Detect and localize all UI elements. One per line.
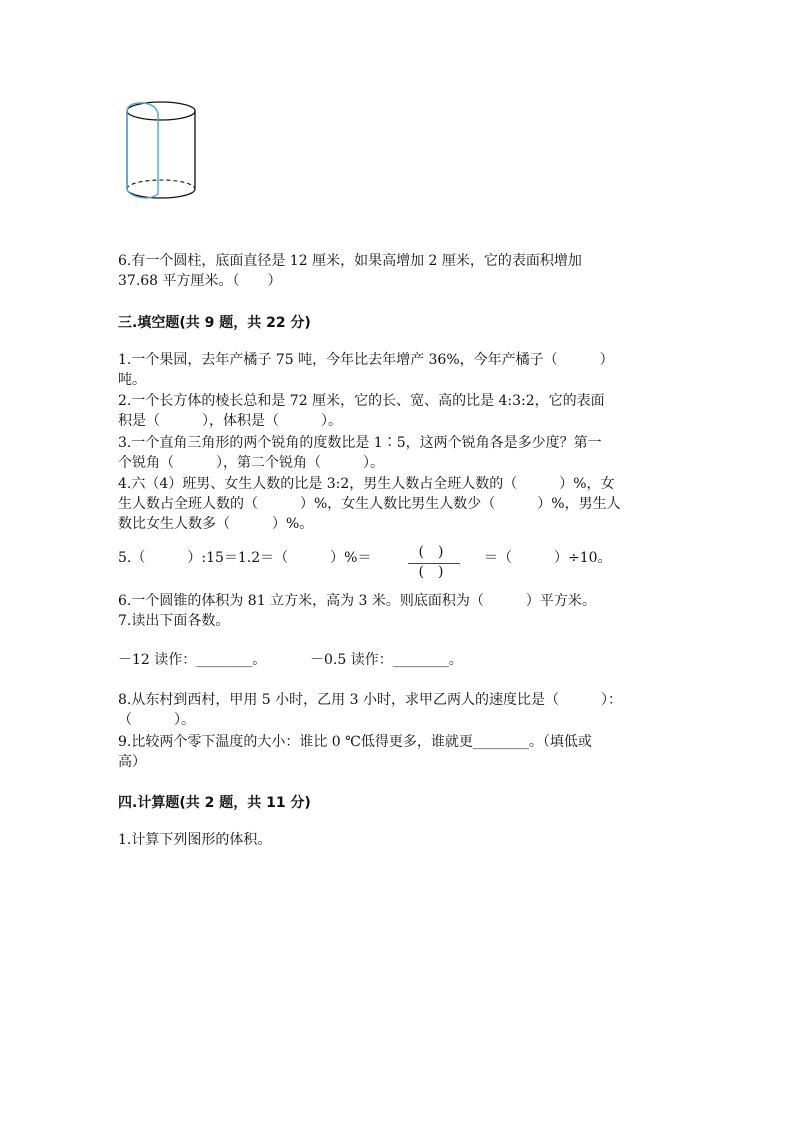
judge-question-6-line2: 37.68 平方厘米。（ ） [118,273,282,289]
fill-question-2-line1: 2.一个长方体的棱长总和是 72 厘米，它的长、宽、高的比是 4:3:2，它的表面 [118,393,605,409]
cylinder-top-ellipse [127,102,195,120]
fill-question-9-line2: 高） [118,754,146,770]
fill-question-8-line2: （ ）。 [118,712,195,728]
fill-question-5-left: 5.（ ）:15＝1.2＝（ ）%＝ [118,550,372,566]
section-4-heading: 四.计算题(共 2 题，共 11 分) [118,795,311,811]
fill-question-8-line1: 8.从东村到西村，甲用 5 小时，乙用 3 小时，求甲乙两人的速度比是（ ）： [118,692,622,708]
fraction-numerator: ( ) [418,544,444,560]
cylinder-figure [120,96,204,210]
fill-question-9-line1: 9.比较两个零下温度的大小：谁比 0 ℃低得更多，谁就更________。（填低或 [118,734,592,750]
cylinder-bottom-back-dashed [127,180,195,189]
cylinder-cross-section [127,103,158,198]
fill-question-7-item1: －12 读作：________。 [118,652,267,668]
fill-question-1-line2: 吨。 [118,372,146,388]
calc-question-1: 1.计算下列图形的体积。 [118,832,272,848]
fill-question-7: 7.读出下面各数。 [118,613,230,629]
section-3-heading: 三.填空题(共 9 题，共 22 分) [118,315,311,331]
fill-question-4-line1: 4.六（4）班男、女生人数的比是 3:2，男生人数占全班人数的（ ）%，女 [118,476,615,492]
fill-question-3-line1: 3.一个直角三角形的两个锐角的度数比是 1∶5，这两个锐角各是多少度？第一 [118,435,602,451]
fill-question-4-line3: 数比女生人数多（ ）%。 [118,516,314,532]
fill-question-4-line2: 生人数占全班人数的（ ）%，女生人数比男生人数少（ ）%，男生人 [118,496,621,512]
fill-question-6: 6.一个圆锥的体积为 81 立方米，高为 3 米。则底面积为（ ）平方米。 [118,593,596,609]
fill-question-7-item2: －0.5 读作：________。 [310,652,463,668]
fill-question-3-line2: 个锐角（ ），第二个锐角（ ）。 [118,455,384,471]
fill-question-5-right: ＝（ ）÷10。 [484,550,612,566]
fill-question-1-line1: 1.一个果园，去年产橘子 75 吨，今年比去年增产 36%，今年产橘子（ ） [118,352,614,368]
fill-question-2-line2: 积是（ ），体积是（ ）。 [118,413,342,429]
judge-question-6-line1: 6.有一个圆柱，底面直径是 12 厘米，如果高增加 2 厘米，它的表面积增加 [118,253,582,269]
fraction-denominator: ( ) [418,564,444,580]
